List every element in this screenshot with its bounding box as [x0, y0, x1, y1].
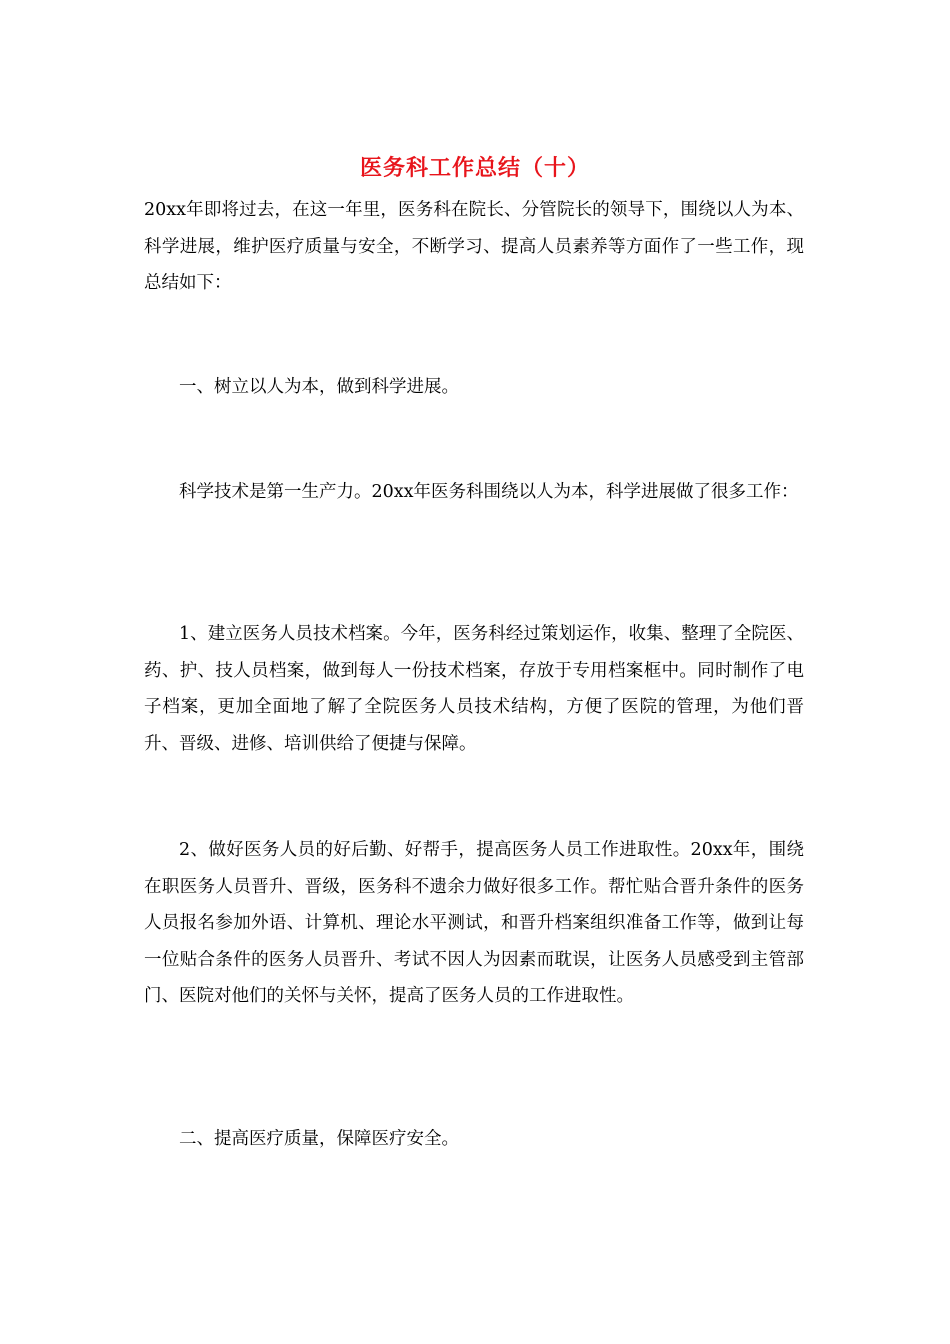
intro-paragraph: 20xx年即将过去，在这一年里，医务科在院长、分管院长的领导下，围绕以人为本、科学进展，维护医疗质量与安全，不断学习、提高人员素养等方面作了一些工作，现总结如下： [144, 200, 804, 293]
section-1-paragraph: 科学技术是第一生产力。20xx年医务科围绕以人为本，科学进展做了很多工作： [179, 482, 799, 502]
document-title: 医务科工作总结（十） [359, 155, 590, 181]
list-item-1: 1、建立医务人员技术档案。今年，医务科经过策划运作，收集、整理了全院医、药、护、技人员档案，做到每人一份技术档案，存放于专用档案框中。同时制作了电子档案，更加全面地了解了全院医务人员技术结构，方便了医院的管理，为他们晋升、晋级、进修、培训供给了便捷与保障。 [144, 624, 804, 754]
list-item-2: 2、做好医务人员的好后勤、好帮手，提高医务人员工作进取性。20xx年，围绕在职医务人员晋升、晋级，医务科不遗余力做好很多工作。帮忙贴合晋升条件的医务人员报名参加外语、计算机、理论水平测试，和晋升档案组织准备工作等，做到让每一位贴合条件的医务人员晋升、考试不因人为因素而耽误，让医务人员感受到主管部门、医院对他们的关怀与关怀，提高了医务人员的工作进取性。 [144, 840, 804, 1006]
section-heading-2: 二、提高医疗质量，保障医疗安全。 [179, 1129, 459, 1149]
section-heading-1: 一、树立以人为本，做到科学进展。 [179, 377, 459, 397]
